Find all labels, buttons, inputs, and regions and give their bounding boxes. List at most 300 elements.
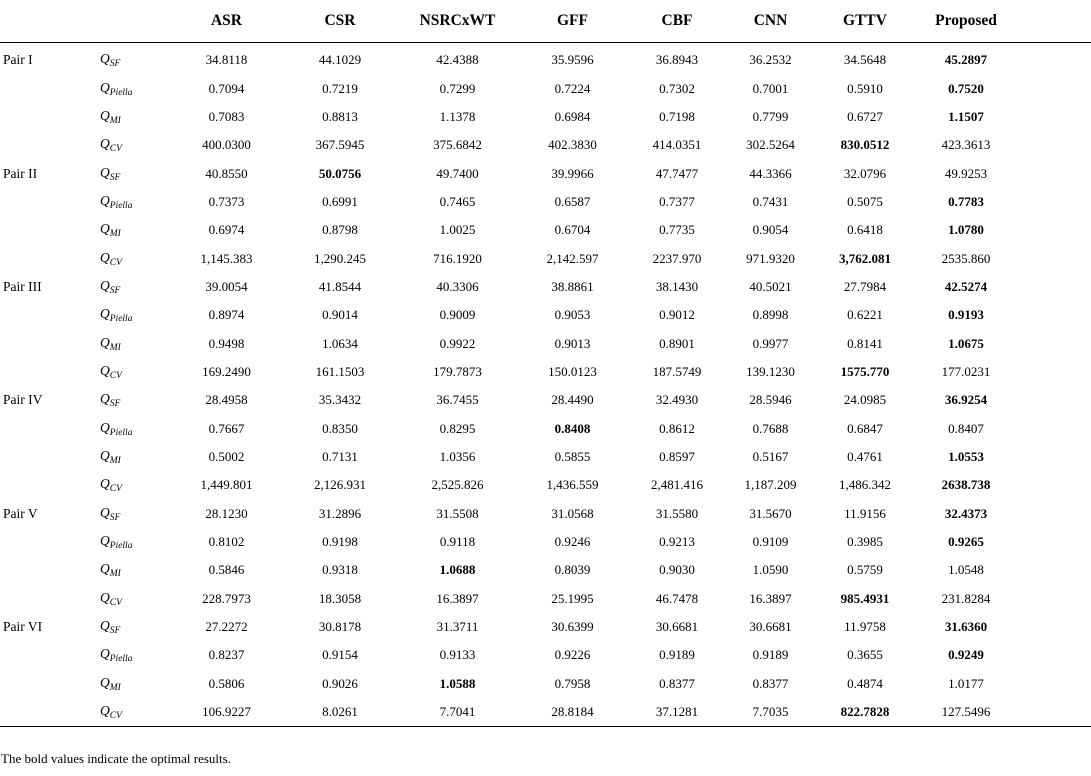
metric-label <box>100 500 170 528</box>
pair-label: Pair V <box>3 505 38 521</box>
value-cell: 1.0588 <box>439 675 476 691</box>
value-cell: 0.7224 <box>554 80 591 96</box>
value-cell: 42.5274 <box>944 278 988 294</box>
pair-label-empty <box>0 131 100 159</box>
table-row <box>0 585 1091 613</box>
value-cell: 47.7477 <box>655 165 699 181</box>
table-row <box>0 329 1091 357</box>
metric-subscript: SF <box>109 512 121 523</box>
metric-subscript: SF <box>109 399 121 410</box>
metric-label <box>100 216 170 244</box>
value-cell: 302.5264 <box>746 137 795 153</box>
padding-cell <box>1016 43 1091 75</box>
table-row <box>0 670 1091 698</box>
metric-symbol: Q <box>100 476 110 492</box>
metric-subscript: CV <box>109 370 122 381</box>
value-cell: 36.8943 <box>655 52 699 68</box>
value-cell: 228.7973 <box>202 590 251 606</box>
value-cell: 0.8295 <box>439 420 476 436</box>
value-cell: 30.6399 <box>551 619 594 635</box>
value-cell: 0.3985 <box>847 534 883 550</box>
pair-label: Pair III <box>3 278 42 294</box>
metric-label <box>100 43 170 75</box>
metric-subscript: MI <box>109 229 121 240</box>
value-cell: 0.9249 <box>948 647 984 663</box>
value-cell: 822.7828 <box>814 698 916 727</box>
value-cell: 41.8544 <box>318 278 362 294</box>
value-cell: 0.7688 <box>752 420 789 436</box>
metric-symbol: Q <box>100 561 110 577</box>
value-cell: 31.2896 <box>318 505 362 521</box>
value-cell: 0.9198 <box>322 534 358 550</box>
value-cell: 161.1503 <box>315 363 365 379</box>
padding-cell <box>1016 103 1091 131</box>
value-cell: 34.8118 <box>205 52 248 68</box>
value-cell: 106.9227 <box>170 698 283 727</box>
padding-cell <box>1016 159 1091 187</box>
padding-cell <box>1016 585 1091 613</box>
padding-cell <box>1016 556 1091 584</box>
value-cell: 0.5855 <box>554 448 591 464</box>
metric-subscript: SF <box>109 172 121 183</box>
value-cell: 0.9013 <box>554 335 591 351</box>
value-cell: 16.3897 <box>749 590 792 606</box>
value-cell: 30.6681 <box>655 619 699 635</box>
table-row <box>0 613 1091 641</box>
value-cell: 139.1230 <box>746 363 795 379</box>
header-row <box>0 0 1091 43</box>
metric-label <box>100 613 170 641</box>
value-cell: 0.6984 <box>554 108 591 124</box>
metric-symbol: Q <box>100 249 110 265</box>
value-cell: 0.6221 <box>847 307 883 323</box>
metric-label <box>100 188 170 216</box>
pair-label-empty <box>0 244 100 272</box>
footnote: The bold values indicate the optimal results. <box>1 751 231 766</box>
metric-symbol: Q <box>100 703 110 719</box>
value-cell: 11.9156 <box>844 505 886 521</box>
value-cell: 32.4373 <box>944 505 988 521</box>
table-row <box>0 103 1091 131</box>
value-cell: 1575.770 <box>840 363 890 379</box>
value-cell: 32.4930 <box>655 392 699 408</box>
value-cell: 1.0590 <box>752 562 789 578</box>
value-cell: 0.9977 <box>752 335 789 351</box>
metric-subscript: MI <box>109 569 121 580</box>
value-cell: 0.7431 <box>752 193 789 209</box>
metric-symbol: Q <box>100 277 110 293</box>
value-cell: 27.2272 <box>205 619 248 635</box>
table-row <box>0 386 1091 414</box>
value-cell: 28.8184 <box>518 698 627 727</box>
table-row <box>0 414 1091 442</box>
value-cell: 1.0675 <box>948 335 984 351</box>
value-cell: 1.0356 <box>439 448 476 464</box>
padding-cell <box>1016 613 1091 641</box>
value-cell: 0.9318 <box>322 562 358 578</box>
metric-subscript: MI <box>109 682 121 693</box>
value-cell: 0.9189 <box>659 647 695 663</box>
metric-label <box>100 585 170 613</box>
value-cell: 49.7400 <box>436 165 479 181</box>
value-cell: 0.8798 <box>322 222 358 238</box>
metric-label <box>100 414 170 442</box>
metric-symbol: Q <box>100 589 110 605</box>
value-cell: 179.7873 <box>433 363 482 379</box>
pair-label: Pair VI <box>3 619 43 635</box>
value-cell: 0.8141 <box>847 335 883 351</box>
value-cell: 0.5167 <box>752 448 789 464</box>
metric-label <box>100 103 170 131</box>
metric-subscript: Piella <box>109 87 133 98</box>
value-cell: 0.5002 <box>208 448 245 464</box>
metric-subscript: SF <box>109 626 121 637</box>
padding-cell <box>1016 471 1091 499</box>
column-header: GTTV <box>814 0 916 43</box>
table-row <box>0 216 1091 244</box>
value-cell: 40.3306 <box>436 278 479 294</box>
pair-label-empty <box>0 698 100 727</box>
padding-cell <box>1016 528 1091 556</box>
value-cell: 1.0548 <box>948 562 984 578</box>
value-cell: 39.9966 <box>551 165 594 181</box>
metric-symbol: Q <box>100 306 110 322</box>
value-cell: 0.9265 <box>948 534 984 550</box>
value-cell: 31.5508 <box>436 505 479 521</box>
value-cell: 1,145.383 <box>200 250 253 266</box>
value-cell: 0.7373 <box>208 193 245 209</box>
value-cell: 1,436.559 <box>546 477 599 493</box>
value-cell: 402.3830 <box>548 137 597 153</box>
value-cell: 971.9320 <box>746 250 795 266</box>
value-cell: 36.2532 <box>749 52 792 68</box>
value-cell: 400.0300 <box>202 137 251 153</box>
metric-symbol: Q <box>100 419 110 435</box>
metric-symbol: Q <box>100 164 110 180</box>
metric-symbol: Q <box>100 533 110 549</box>
table-row <box>0 244 1091 272</box>
pair-label-empty <box>0 74 100 102</box>
table-row <box>0 43 1091 75</box>
value-cell: 31.5670 <box>749 505 792 521</box>
value-cell: 1,290.245 <box>314 250 366 266</box>
value-cell: 2237.970 <box>652 250 702 266</box>
header-blank <box>1016 0 1091 43</box>
value-cell: 423.3613 <box>941 137 991 153</box>
value-cell: 28.1230 <box>205 505 248 521</box>
value-cell: 7.7035 <box>727 698 814 727</box>
value-cell: 31.3711 <box>436 619 479 635</box>
value-cell: 716.1920 <box>433 250 482 266</box>
value-cell: 0.8039 <box>554 562 591 578</box>
value-cell: 38.8861 <box>551 278 594 294</box>
value-cell: 28.4958 <box>205 392 248 408</box>
value-cell: 1.0634 <box>322 335 358 351</box>
value-cell: 1.1378 <box>439 108 476 124</box>
value-cell: 31.5580 <box>655 505 699 521</box>
value-cell: 45.2897 <box>944 52 988 68</box>
metric-symbol: Q <box>100 618 110 634</box>
metric-subscript: MI <box>109 115 121 126</box>
value-cell: 0.9026 <box>322 675 358 691</box>
value-cell: 37.1281 <box>627 698 727 727</box>
pair-label-empty <box>0 585 100 613</box>
value-cell: 0.7667 <box>208 420 245 436</box>
value-cell: 36.7455 <box>436 392 479 408</box>
pair-label-empty <box>0 641 100 669</box>
metric-label <box>100 329 170 357</box>
value-cell: 0.9498 <box>208 335 245 351</box>
metric-label <box>100 244 170 272</box>
value-cell: 0.5075 <box>847 193 883 209</box>
metric-subscript: CV <box>109 484 122 495</box>
value-cell: 1.0780 <box>948 222 984 238</box>
pair-label-empty <box>0 301 100 329</box>
pair-label: Pair IV <box>3 392 43 408</box>
table-row <box>0 188 1091 216</box>
value-cell: 25.1995 <box>551 590 594 606</box>
value-cell: 0.4761 <box>847 448 883 464</box>
metric-symbol: Q <box>100 221 110 237</box>
value-cell: 985.4931 <box>840 590 890 606</box>
pair-label-empty <box>0 414 100 442</box>
metric-symbol: Q <box>100 674 110 690</box>
value-cell: 18.3058 <box>318 590 362 606</box>
table-row <box>0 273 1091 301</box>
value-cell: 0.7299 <box>439 80 476 96</box>
metric-subscript: Piella <box>109 541 133 552</box>
column-header: CSR <box>283 0 397 43</box>
metric-label <box>100 528 170 556</box>
value-cell: 0.7302 <box>659 80 695 96</box>
padding-cell <box>1016 74 1091 102</box>
value-cell: 0.7198 <box>659 108 695 124</box>
value-cell: 0.9213 <box>659 534 695 550</box>
value-cell: 0.8407 <box>948 420 984 436</box>
metric-subscript: MI <box>109 342 121 353</box>
value-cell: 0.6991 <box>322 193 358 209</box>
metric-symbol: Q <box>100 504 110 520</box>
padding-cell <box>1016 216 1091 244</box>
table-row <box>0 301 1091 329</box>
pair-label-empty <box>0 670 100 698</box>
column-header: ASR <box>170 0 283 43</box>
value-cell: 0.7001 <box>752 80 789 96</box>
value-cell: 30.6681 <box>749 619 792 635</box>
value-cell: 44.3366 <box>749 165 792 181</box>
value-cell: 28.5946 <box>749 392 792 408</box>
value-cell: 35.9596 <box>551 52 594 68</box>
padding-cell <box>1016 244 1091 272</box>
value-cell: 0.9053 <box>554 307 591 323</box>
value-cell: 1.0553 <box>948 448 984 464</box>
value-cell: 187.5749 <box>652 363 702 379</box>
metric-symbol: Q <box>100 646 110 662</box>
value-cell: 0.3655 <box>847 647 883 663</box>
table-row <box>0 698 1091 727</box>
pair-label: Pair I <box>3 52 33 68</box>
value-cell: 0.8237 <box>208 647 245 663</box>
value-cell: 0.7094 <box>208 80 245 96</box>
value-cell: 2,481.416 <box>651 477 703 493</box>
value-cell: 27.7984 <box>843 278 887 294</box>
padding-cell <box>1016 698 1091 727</box>
value-cell: 0.9014 <box>322 307 358 323</box>
padding-cell <box>1016 443 1091 471</box>
value-cell: 0.9226 <box>554 647 591 663</box>
metric-symbol: Q <box>100 362 110 378</box>
metric-label <box>100 273 170 301</box>
value-cell: 367.5945 <box>315 137 365 153</box>
value-cell: 36.9254 <box>944 392 988 408</box>
metric-subscript: Piella <box>109 200 133 211</box>
value-cell: 2,142.597 <box>546 250 599 266</box>
value-cell: 0.5846 <box>208 562 245 578</box>
value-cell: 177.0231 <box>941 363 991 379</box>
value-cell: 0.8974 <box>208 307 245 323</box>
pair-label-empty <box>0 528 100 556</box>
value-cell: 0.8377 <box>752 675 789 691</box>
metric-label <box>100 471 170 499</box>
padding-cell <box>1016 329 1091 357</box>
table-row <box>0 74 1091 102</box>
pair-label-empty <box>0 556 100 584</box>
value-cell: 0.6418 <box>847 222 883 238</box>
value-cell: 127.5496 <box>916 698 1016 727</box>
value-cell: 16.3897 <box>436 590 479 606</box>
value-cell: 0.7958 <box>554 675 591 691</box>
metric-symbol: Q <box>100 51 110 67</box>
column-header: Proposed <box>916 0 1016 43</box>
value-cell: 0.7520 <box>948 80 984 96</box>
value-cell: 0.9922 <box>439 335 476 351</box>
pair-label-empty <box>0 216 100 244</box>
column-header: CNN <box>727 0 814 43</box>
value-cell: 0.7465 <box>439 193 476 209</box>
metric-label <box>100 301 170 329</box>
header-blank <box>100 0 170 43</box>
metric-label <box>100 386 170 414</box>
value-cell: 0.4874 <box>847 675 883 691</box>
table-row <box>0 131 1091 159</box>
value-cell: 40.5021 <box>749 278 792 294</box>
column-header: GFF <box>518 0 627 43</box>
value-cell: 7.7041 <box>397 698 518 727</box>
value-cell: 1.0688 <box>439 562 476 578</box>
value-cell: 0.5806 <box>208 675 245 691</box>
value-cell: 0.5759 <box>847 562 883 578</box>
table-row <box>0 443 1091 471</box>
value-cell: 1.0025 <box>439 222 476 238</box>
value-cell: 2,126.931 <box>314 477 366 493</box>
value-cell: 34.5648 <box>843 52 887 68</box>
metric-subscript: Piella <box>109 654 133 665</box>
value-cell: 0.6704 <box>554 222 591 238</box>
metric-label <box>100 641 170 669</box>
value-cell: 0.9133 <box>439 647 476 663</box>
value-cell: 414.0351 <box>652 137 702 153</box>
table-row <box>0 528 1091 556</box>
value-cell: 0.5910 <box>847 80 883 96</box>
value-cell: 44.1029 <box>318 52 362 68</box>
value-cell: 0.9189 <box>752 647 789 663</box>
table-row <box>0 556 1091 584</box>
value-cell: 1,449.801 <box>200 477 253 493</box>
column-header: NSRCxWT <box>397 0 518 43</box>
metric-subscript: CV <box>109 711 122 722</box>
table-row <box>0 358 1091 386</box>
value-cell: 150.0123 <box>548 363 597 379</box>
value-cell: 2638.738 <box>941 477 991 493</box>
metric-symbol: Q <box>100 447 110 463</box>
value-cell: 231.8284 <box>941 590 991 606</box>
pair-label: Pair II <box>3 165 38 181</box>
table-row <box>0 641 1091 669</box>
table-row <box>0 159 1091 187</box>
value-cell: 31.6360 <box>944 619 988 635</box>
metric-symbol: Q <box>100 79 110 95</box>
value-cell: 0.7131 <box>322 448 358 464</box>
metric-symbol: Q <box>100 334 110 350</box>
value-cell: 40.8550 <box>205 165 248 181</box>
padding-cell <box>1016 358 1091 386</box>
value-cell: 0.8102 <box>208 534 245 550</box>
value-cell: 38.1430 <box>655 278 699 294</box>
value-cell: 0.8813 <box>322 108 358 124</box>
metric-symbol: Q <box>100 107 110 123</box>
value-cell: 1.1507 <box>948 108 984 124</box>
value-cell: 49.9253 <box>944 165 988 181</box>
value-cell: 3,762.081 <box>839 250 891 266</box>
pair-label-empty <box>0 103 100 131</box>
value-cell: 0.6587 <box>554 193 591 209</box>
value-cell: 39.0054 <box>205 278 248 294</box>
value-cell: 0.8408 <box>554 420 591 436</box>
padding-cell <box>1016 301 1091 329</box>
value-cell: 0.9054 <box>752 222 789 238</box>
table-body <box>0 43 1091 727</box>
padding-cell <box>1016 273 1091 301</box>
metric-subscript: CV <box>109 257 122 268</box>
value-cell: 0.8377 <box>659 675 695 691</box>
metric-subscript: CV <box>109 597 122 608</box>
value-cell: 830.0512 <box>840 137 890 153</box>
value-cell: 28.4490 <box>551 392 594 408</box>
metric-label <box>100 556 170 584</box>
padding-cell <box>1016 188 1091 216</box>
padding-cell <box>1016 414 1091 442</box>
pair-label-empty <box>0 329 100 357</box>
metric-subscript: MI <box>109 455 121 466</box>
padding-cell <box>1016 500 1091 528</box>
metric-symbol: Q <box>100 136 110 152</box>
value-cell: 0.9012 <box>659 307 695 323</box>
value-cell: 24.0985 <box>843 392 887 408</box>
table-row <box>0 471 1091 499</box>
metric-symbol: Q <box>100 391 110 407</box>
metric-label <box>100 131 170 159</box>
value-cell: 0.7083 <box>208 108 245 124</box>
padding-cell <box>1016 386 1091 414</box>
value-cell: 375.6842 <box>433 137 482 153</box>
pair-label-empty <box>0 443 100 471</box>
value-cell: 0.8612 <box>659 420 695 436</box>
value-cell: 46.7478 <box>655 590 699 606</box>
value-cell: 8.0261 <box>283 698 397 727</box>
value-cell: 0.7799 <box>752 108 789 124</box>
value-cell: 0.6727 <box>847 108 883 124</box>
metric-subscript: SF <box>109 285 121 296</box>
